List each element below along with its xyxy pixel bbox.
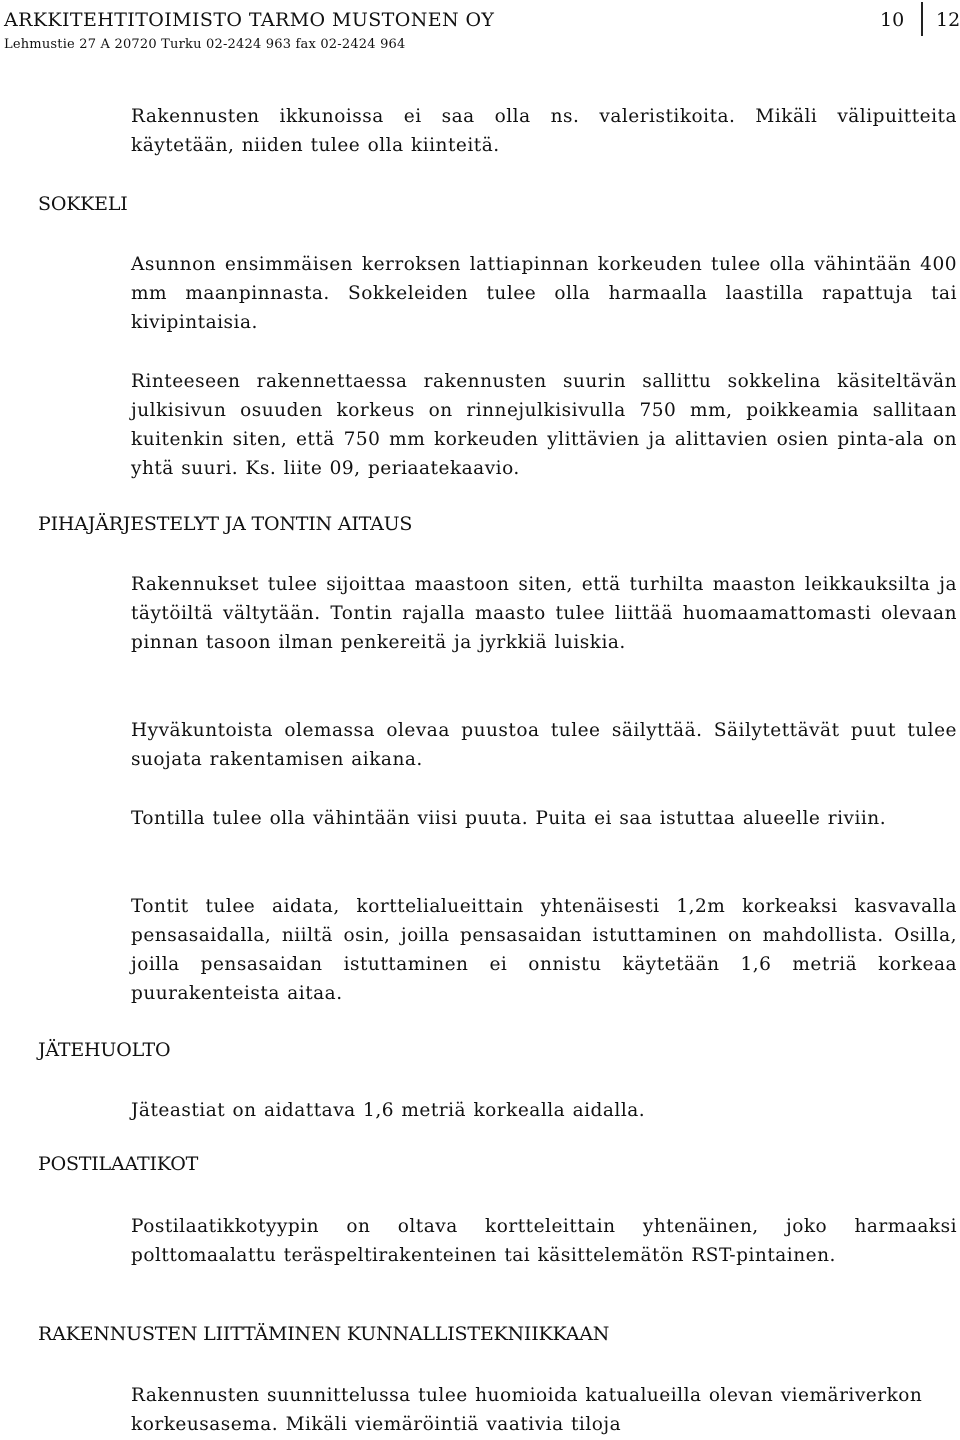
piha-heading: PIHAJÄRJESTELYT JA TONTIN AITAUS — [38, 513, 413, 535]
window-note-paragraph: Rakennusten ikkunoissa ei saa olla ns. valeristikoita. Mikäli välipuitteita käytetään, niiden tulee olla kiinteitä. — [131, 106, 957, 156]
page-divider — [921, 2, 923, 36]
jatehuolto-paragraph: Jäteastiat on aidattava 1,6 metriä korkealla aidalla. — [131, 1100, 646, 1121]
sokkeli-paragraph-1: Asunnon ensimmäisen kerroksen lattiapinnan korkeuden tulee olla vähintään 400 mm maanpinnasta. Sokkeleiden tulee olla harmaalla laastilla rapattuja tai kivipintaisia. — [131, 254, 957, 333]
piha-paragraph-3: Tontilla tulee olla vähintään viisi puuta. Puita ei saa istuttaa alueelle riviin. — [131, 808, 887, 829]
jatehuolto-heading: JÄTEHUOLTO — [38, 1039, 171, 1061]
firm-name: ARKKITEHTITOIMISTO TARMO MUSTONEN OY — [4, 9, 495, 31]
page-number: 10 — [880, 9, 905, 31]
postilaatikot-heading: POSTILAATIKOT — [38, 1153, 199, 1175]
page-total: 12 — [936, 9, 960, 31]
postilaatikot-paragraph: Postilaatikkotyypin on oltava kortteleittain yhtenäinen, joko harmaaksi polttomaalattu teräspeltirakenteinen tai käsittelemätön RST-pintainen. — [131, 1216, 957, 1266]
liittaminen-paragraph: Rakennusten suunnittelussa tulee huomioida katualueilla olevan viemäriverkon korkeusasema. Mikäli viemäröintiä vaativia tiloja — [131, 1385, 923, 1435]
liittaminen-heading: RAKENNUSTEN LIITTÄMINEN KUNNALLISTEKNIIKKAAN — [38, 1323, 610, 1345]
piha-paragraph-4: Tontit tulee aidata, korttelialueittain yhtenäisesti 1,2m korkeaksi kasvavalla pensasaidalla, niiltä osin, joilla pensasaidan istuttaminen on mahdollista. Osilla, joilla pensasaidan istuttaminen ei onnistu käytetään 1,6 metriä korkeaa puurakenteista aitaa. — [131, 896, 957, 1004]
sokkeli-paragraph-2: Rinteeseen rakennettaessa rakennusten suurin sallittu sokkelina käsiteltävän julkisivun osuuden korkeus on rinnejulkisivulla 750 mm, poikkeamia sallitaan kuitenkin siten, että 750 mm korkeuden ylittävien ja alittavien osien pinta-ala on yhtä suuri. Ks. liite 09, periaatekaavio. — [131, 371, 957, 479]
piha-paragraph-2: Hyväkuntoista olemassa olevaa puustoa tulee säilyttää. Säilytettävät puut tulee suojata rakentamisen aikana. — [131, 720, 957, 770]
firm-address: Lehmustie 27 A 20720 Turku 02-2424 963 fax 02-2424 964 — [4, 37, 406, 52]
sokkeli-heading: SOKKELI — [38, 193, 128, 215]
piha-paragraph-1: Rakennukset tulee sijoittaa maastoon siten, että turhilta maaston leikkauksilta ja täytöiltä vältytään. Tontin rajalla maasto tulee liittää huomaamattomasti olevaan pinnan tasoon ilman penkereitä ja jyrkkiä luiskia. — [131, 574, 957, 653]
